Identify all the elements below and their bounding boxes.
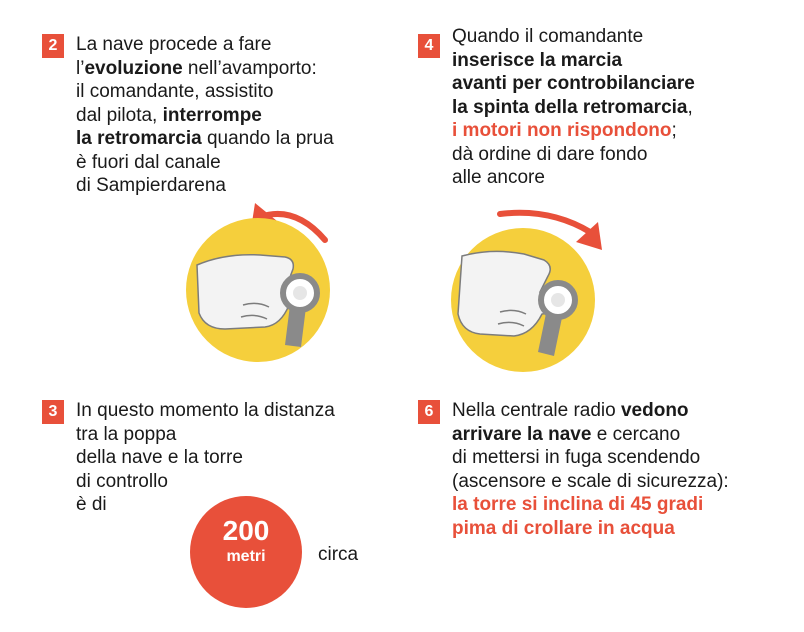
step-2-badge: 2 xyxy=(42,34,64,58)
step-2-line-6: è fuori dal canale xyxy=(76,151,221,173)
step-2-line-5: la retromarcia quando la prua xyxy=(76,128,334,149)
step-4-line-6: dà ordine di dare fondo xyxy=(452,143,648,165)
step-4-line-2: inserisce la marcia xyxy=(452,49,623,71)
step-2-text xyxy=(76,33,334,198)
distance-suffix: circa xyxy=(318,544,359,565)
step-3-badge: 3 xyxy=(42,400,64,424)
distance-circle xyxy=(190,496,302,608)
step-3-text xyxy=(76,399,335,517)
step-6-line-2: arrivare la nave e cercano xyxy=(452,423,681,445)
step-3-line-2: tra la poppa xyxy=(76,423,177,445)
step-4-line-3: avanti per controbilanciare xyxy=(452,73,695,94)
step-2-line-1: La nave procede a fare xyxy=(76,34,272,55)
distance-value: 200 xyxy=(222,515,270,546)
step-4-line-5: i motori non rispondono; xyxy=(452,120,677,141)
throttle-right-illustration xyxy=(440,200,610,380)
throttle-left-illustration xyxy=(185,195,355,375)
step-3-line-4: di controllo xyxy=(76,470,168,492)
step-6-badge: 6 xyxy=(418,400,440,424)
step-2-line-2: l’evoluzione nell’avamporto: xyxy=(76,57,317,79)
step-6-text xyxy=(452,399,729,540)
distance-unit: metri xyxy=(226,548,266,565)
step-2-line-7: di Sampierdarena xyxy=(76,175,226,196)
step-6-line-4: (ascensore e scale di sicurezza): xyxy=(452,470,729,492)
step-4-line-7: alle ancore xyxy=(452,167,545,188)
step-6-line-3: di mettersi in fuga scendendo xyxy=(452,447,701,468)
step-6-line-6: pima di crollare in acqua xyxy=(452,517,675,539)
step-4-badge: 4 xyxy=(418,34,440,58)
step-3-line-5: è di xyxy=(76,494,107,515)
step-6-line-1: Nella centrale radio vedono xyxy=(452,400,689,421)
step-4-line-1: Quando il comandante xyxy=(452,26,644,47)
step-6-line-5: la torre si inclina di 45 gradi xyxy=(452,494,704,515)
step-3-line-3: della nave e la torre xyxy=(76,447,243,468)
step-4-line-4: la spinta della retromarcia, xyxy=(452,96,693,118)
step-4-text xyxy=(452,25,695,190)
step-2-line-3: il comandante, assistito xyxy=(76,81,274,102)
step-3-line-1: In questo momento la distanza xyxy=(76,400,335,421)
step-2-line-4: dal pilota, interrompe xyxy=(76,104,262,126)
